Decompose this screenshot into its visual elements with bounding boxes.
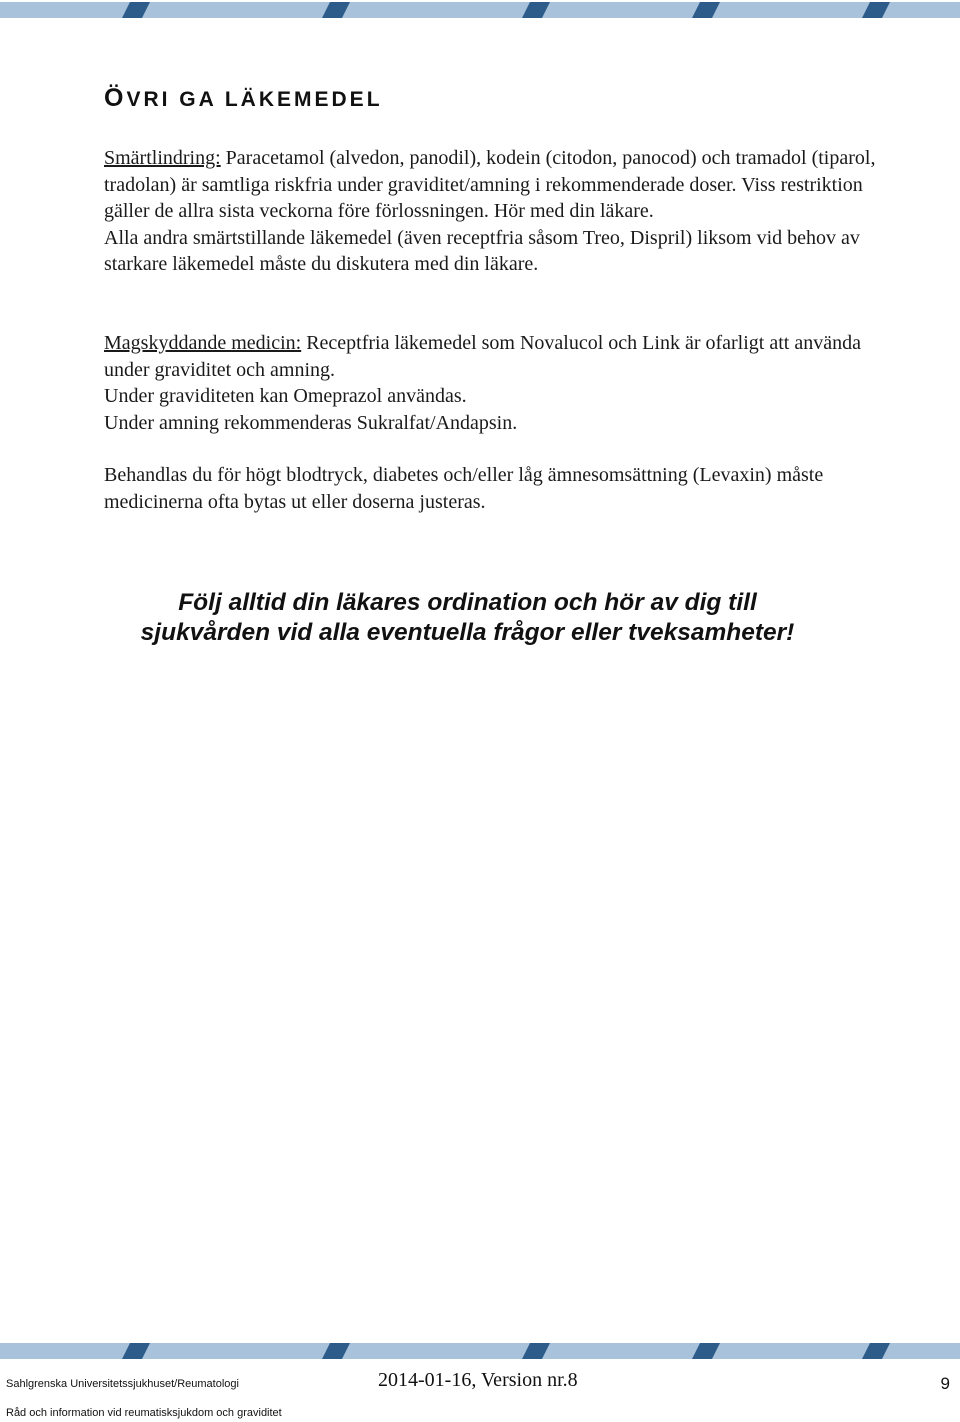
pain-relief-section xyxy=(104,145,894,278)
top-decorative-band xyxy=(0,2,960,18)
footer-version: 2014-01-16, Version nr.8 xyxy=(378,1369,578,1391)
pain-relief-label: Smärtlindring: xyxy=(104,147,221,169)
blood-pressure-text: Behandlas du för högt blodtryck, diabetes och/eller låg ämnesomsättning (Levaxin) måste medicinerna ofta bytas ut eller doserna justeras. xyxy=(104,464,824,513)
heading-rest: VRI GA LÄKEMEDEL xyxy=(126,88,383,111)
bottom-decorative-band xyxy=(0,1343,960,1359)
stomach-paragraph xyxy=(104,330,894,383)
pain-relief-paragraph xyxy=(104,145,894,225)
stomach-text: Receptfria läkemedel som Novalucol och Link är ofarligt att använda under graviditet och amning. xyxy=(104,332,861,381)
stomach-nursing-text: Under amning rekommenderas Sukralfat/Andapsin. xyxy=(104,411,518,434)
callout-line-1: Följ alltid din läkares ordination och hör av dig till xyxy=(178,589,757,616)
section-heading xyxy=(104,84,383,113)
stomach-pregnancy-text: Under graviditeten kan Omeprazol användas. xyxy=(104,385,467,408)
page-number: 9 xyxy=(940,1374,950,1393)
pain-relief-other-text: Alla andra smärtstillande läkemedel (även receptfria såsom Treo, Dispril) liksom vid behov av starkare läkemedel måste du diskutera med din läkare. xyxy=(104,226,860,276)
pain-relief-text: Paracetamol (alvedon, panodil), kodein (citodon, panocod) och tramadol (tiparol, tradolan) är samtliga riskfria under graviditet/amning i rekommenderade doser. Viss restriktion gäller de allra sista veckorna före förlossningen. Hör med din läkare. xyxy=(104,147,876,223)
footer-subtitle: Råd och information vid reumatisksjukdom och graviditet xyxy=(6,1407,282,1419)
heading-first-letter: Ö xyxy=(104,84,127,112)
footer-institution: Sahlgrenska Universitetssjukhuset/Reumatologi xyxy=(6,1378,239,1390)
stomach-label: Magskyddande medicin: xyxy=(104,332,302,354)
blood-pressure-section xyxy=(104,462,894,515)
stomach-protection-section xyxy=(104,330,894,436)
callout-line-2: sjukvården vid alla eventuella frågor eller tveksamheter! xyxy=(140,619,795,646)
callout-reminder xyxy=(100,588,835,648)
